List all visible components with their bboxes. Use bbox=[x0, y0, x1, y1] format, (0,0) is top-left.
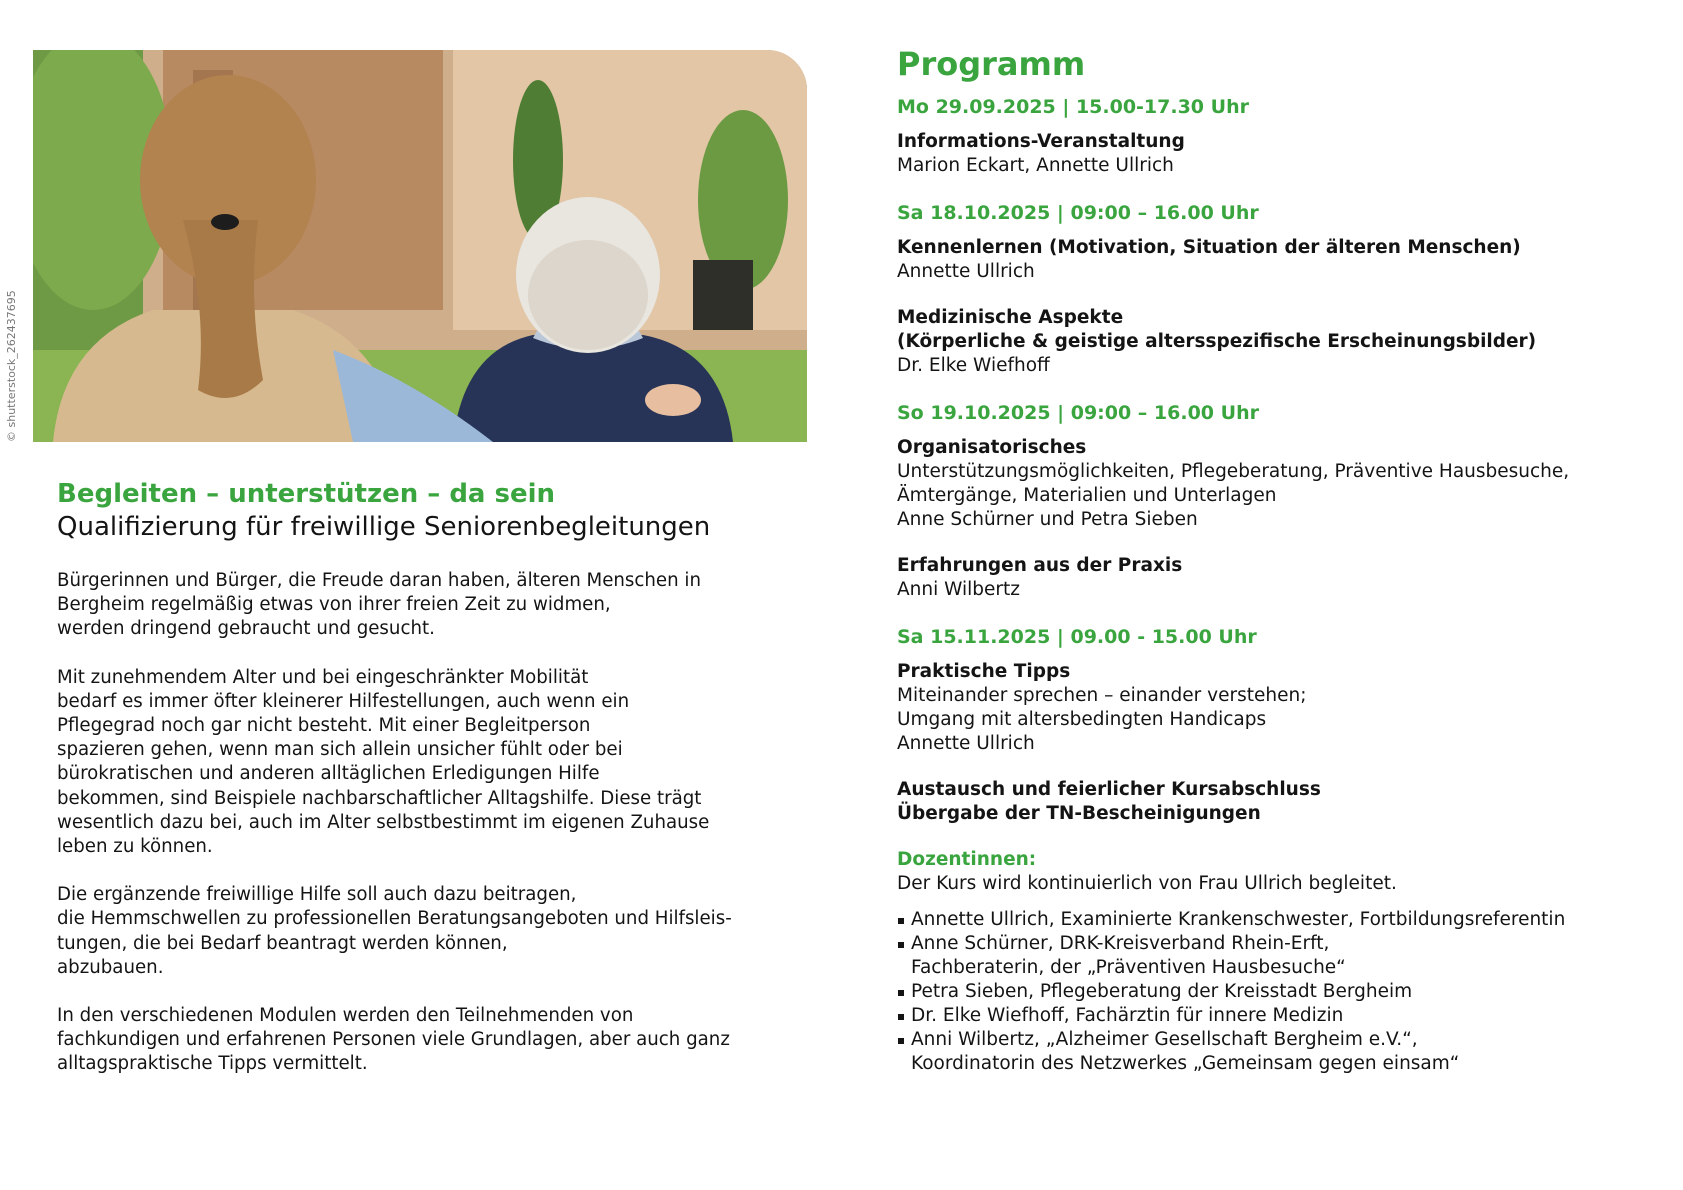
dozentinnen-list bbox=[897, 908, 1657, 1076]
program-session bbox=[897, 236, 1657, 284]
subline: Qualifizierung für freiwillige Seniorenbegleitungen bbox=[57, 512, 711, 542]
program-column bbox=[897, 42, 1657, 1076]
program-session bbox=[897, 778, 1657, 826]
intro-paragraph: Bürgerinnen und Bürger, die Freude daran haben, älteren Menschen in Bergheim regelmäßig etwas von ihrer freien Zeit zu widmen, werden dringend gebraucht und gesucht. bbox=[57, 570, 702, 640]
session-body: Annette Ullrich bbox=[897, 261, 1035, 282]
session-title: Medizinische Aspekte (Körperliche & geistige altersspezifische Erscheinungsbilder) bbox=[897, 307, 1537, 352]
session-body: Anni Wilbertz bbox=[897, 579, 1020, 600]
program-date: Mo 29.09.2025 | 15.00-17.30 Uhr bbox=[897, 96, 1249, 118]
dozentin-item: Anni Wilbertz, „Alzheimer Gesellschaft Bergheim e.V.“, Koordinatorin des Netzwerkes „Gemeinsam gegen einsam“ bbox=[897, 1028, 1657, 1076]
program-session bbox=[897, 660, 1657, 756]
program-session bbox=[897, 130, 1657, 178]
session-title: Praktische Tipps bbox=[897, 661, 1071, 682]
intro-paragraph: In den verschiedenen Modulen werden den Teilnehmenden von fachkundigen und erfahrenen Personen viele Grundlagen, aber auch ganz alltagspraktische Tipps vermittelt. bbox=[57, 1005, 730, 1075]
dozentin-item: Dr. Elke Wiefhoff, Fachärztin für innere Medizin bbox=[897, 1004, 1657, 1028]
session-title: Organisatorisches bbox=[897, 437, 1087, 458]
dozentin-item: Anne Schürner, DRK-Kreisverband Rhein-Erft, Fachberaterin, der „Präventiven Hausbesuche“ bbox=[897, 932, 1657, 980]
session-title: Informations-Veranstaltung bbox=[897, 131, 1185, 152]
program-session bbox=[897, 554, 1657, 602]
dozentinnen-label: Dozentinnen: bbox=[897, 849, 1037, 870]
program-date: Sa 15.11.2025 | 09.00 - 15.00 Uhr bbox=[897, 626, 1257, 648]
session-title: Kennenlernen (Motivation, Situation der älteren Menschen) bbox=[897, 237, 1521, 258]
session-body: Dr. Elke Wiefhoff bbox=[897, 355, 1050, 376]
header-photo bbox=[33, 50, 807, 442]
session-title: Erfahrungen aus der Praxis bbox=[897, 555, 1183, 576]
session-body: Miteinander sprechen – einander verstehen; Umgang mit altersbedingten Handicaps Annette Ullrich bbox=[897, 685, 1307, 754]
dozentinnen-intro: Der Kurs wird kontinuierlich von Frau Ullrich begleitet. bbox=[897, 873, 1397, 894]
program-date: So 19.10.2025 | 09:00 – 16.00 Uhr bbox=[897, 402, 1259, 424]
photo-credit: © shutterstock_262437695 bbox=[5, 290, 18, 442]
intro-column bbox=[57, 478, 797, 1101]
session-body: Unterstützungsmöglichkeiten, Pflegeberatung, Präventive Hausbesuche, Ämtergänge, Materialien und Unterlagen Anne Schürner und Petra Sieben bbox=[897, 461, 1570, 530]
headline: Begleiten – unterstützen – da sein bbox=[57, 479, 556, 509]
program-session bbox=[897, 306, 1657, 378]
intro-paragraph: Die ergänzende freiwillige Hilfe soll auch dazu beitragen, die Hemmschwellen zu professionellen Beratungsangeboten und Hilfsleis- tungen, die bei Bedarf beantragt werden können, abzubauen. bbox=[57, 884, 732, 978]
program-date: Sa 18.10.2025 | 09:00 – 16.00 Uhr bbox=[897, 202, 1259, 224]
intro-paragraph: Mit zunehmendem Alter und bei eingeschränkter Mobilität bedarf es immer öfter kleinerer Hilfestellungen, auch wenn ein Pflegegrad noch gar nicht besteht. Mit einer Begleitperson spazieren gehen, wenn man sich allein unsicher fühlt oder bei bürokratischen und anderen alltäglichen Erledigungen Hilfe bekommen, sind Beispiele nachbarschaftlicher Alltagshilfe. Diese trägt wesentlich dazu bei, auch im Alter selbstbestimmt im eigenen Zuhause leben zu können. bbox=[57, 666, 710, 858]
dozentin-item: Petra Sieben, Pflegeberatung der Kreisstadt Bergheim bbox=[897, 980, 1657, 1004]
caregiver-photo-illustration bbox=[33, 50, 807, 442]
program-title: Programm bbox=[897, 45, 1086, 83]
session-title: Austausch und feierlicher Kursabschluss Übergabe der TN-Bescheinigungen bbox=[897, 779, 1321, 824]
session-body: Marion Eckart, Annette Ullrich bbox=[897, 155, 1174, 176]
dozentin-item: Annette Ullrich, Examinierte Krankenschwester, Fortbildungsreferentin bbox=[897, 908, 1657, 932]
program-session bbox=[897, 436, 1657, 532]
